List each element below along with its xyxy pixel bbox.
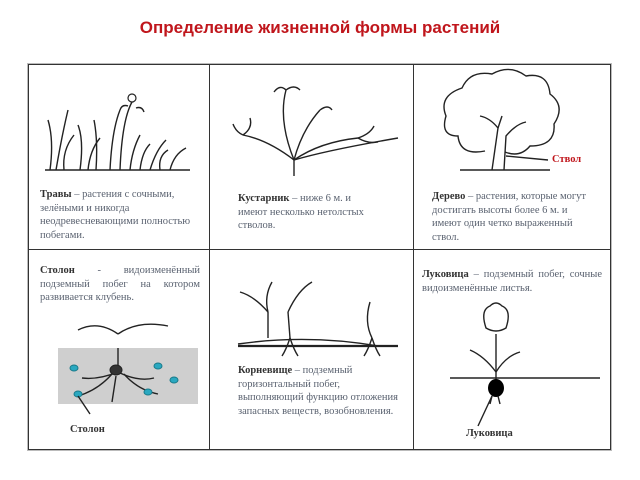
page-title: Определение жизненной формы растений (139, 18, 501, 37)
stolon-label: Столон (70, 424, 105, 435)
column-divider (413, 64, 414, 450)
shrub-description: Кустарник – ниже 6 м. и имеют несколько нетолстых стволов. (238, 193, 364, 231)
tree-illustration (430, 66, 610, 176)
stolon-description: Столон - видоизменённый подземный побег на котором развивается клубень. (40, 265, 200, 303)
bulb-illustration (440, 300, 610, 430)
herbs-description: Травы – растения с сочными, зелёными и никогда неодревесневающими полностью побегами. (40, 189, 191, 241)
bulb-label: Луковица (466, 428, 513, 439)
tree-description: Дерево – растения, которые могут достигать высоты более 6 м. и имеют один четко выраженный ствол. (432, 191, 587, 243)
rhizome-illustration (228, 262, 408, 362)
stolon-illustration (58, 310, 218, 420)
shrub-illustration (228, 80, 408, 180)
rhizome-description: Корневище – подземный горизонтальный побег, выполняющий функцию отложения запасных веществ, возобновления. (238, 365, 398, 417)
bulb-description: Луковица – подземный побег, сочные видоизменённые листья. (422, 269, 602, 294)
trunk-label: Ствол (552, 154, 582, 165)
row-divider (28, 249, 611, 250)
herbs-illustration (40, 80, 220, 180)
